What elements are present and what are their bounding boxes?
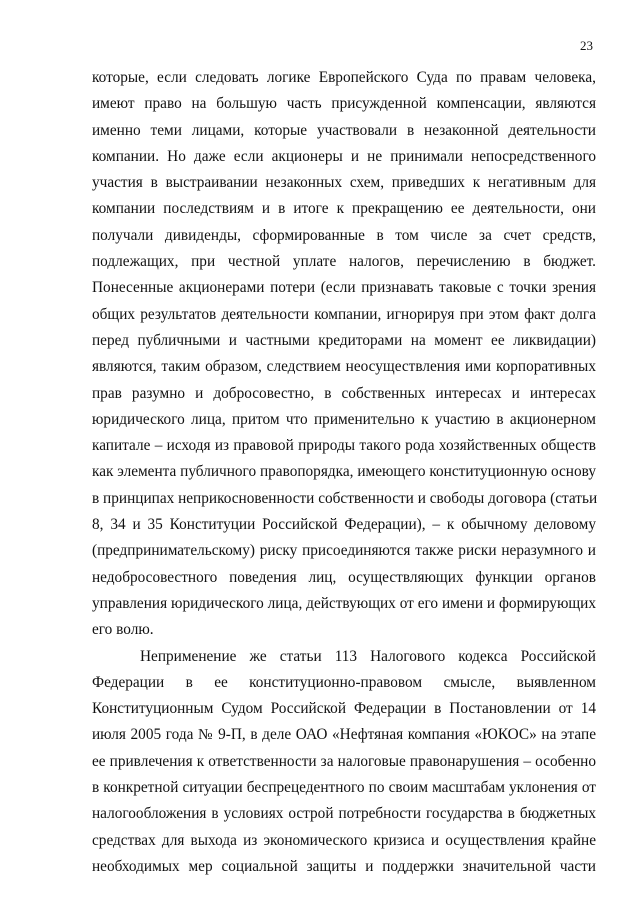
text-line: ее привлечения к ответственности за налоговые правонарушения – особенно xyxy=(92,752,596,770)
text-line: капитале – исходя из правовой природы такого рода хозяйственных обществ xyxy=(92,437,596,455)
text-line: его волю. xyxy=(92,621,154,639)
text-line: Неприменение же статьи 113 Налогового кодекса Российской xyxy=(140,647,596,665)
text-line: Конституционным Судом Российской Федерации в Постановлении от 14 xyxy=(92,700,596,718)
text-line: Федерации в ее конституционно-правовом смысле, выявленном xyxy=(92,673,596,691)
document-body xyxy=(92,65,596,880)
text-line: 8, 34 и 35 Конституции Российской Федерации), – к обычному деловому xyxy=(92,516,596,534)
text-line: имеют право на большую часть присужденной компенсации, являются xyxy=(92,95,596,113)
text-line: подлежащих, при честной уплате налогов, перечислению в бюджет. xyxy=(92,253,596,271)
text-line: прав разумно и добросовестно, в собственных интересах и интересах xyxy=(92,384,596,402)
text-line: как элемента публичного правопорядка, имеющего конституционную основу xyxy=(92,463,596,481)
text-line: получали дивиденды, сформированные в том числе за счет средств, xyxy=(92,226,596,244)
text-line: участия в выстраивании незаконных схем, приведших к негативным для xyxy=(92,174,596,192)
text-line: недобросовестного поведения лиц, осуществляющих функции органов xyxy=(92,568,596,586)
text-line: Понесенные акционерами потери (если признавать таковые с точки зрения xyxy=(92,279,596,297)
text-line: являются, таким образом, следствием неосуществления ими корпоративных xyxy=(92,358,596,376)
text-line: в конкретной ситуации беспрецедентного по своим масштабам уклонения от xyxy=(92,779,596,797)
text-line: управления юридического лица, действующих от его имени и формирующих xyxy=(92,594,596,612)
text-line: (предпринимательскому) риску присоединяются также риски неразумного и xyxy=(92,542,596,560)
text-line: компании. Но даже если акционеры и не принимали непосредственного xyxy=(92,147,596,165)
text-line: в принципах неприкосновенности собственности и свободы договора (статьи xyxy=(92,489,598,507)
text-line: налогообложения в условиях острой потребности государства в бюджетных xyxy=(92,805,596,823)
page-number: 23 xyxy=(580,38,593,53)
text-line: юридического лица, притом что применительно к участию в акционерном xyxy=(92,410,596,428)
text-line: компании последствиям и в итоге к прекращению ее деятельности, они xyxy=(92,200,596,218)
text-line: средствах для выхода из экономического кризиса и осуществления крайне xyxy=(92,831,596,849)
text-line: именно теми лицами, которые участвовали в незаконной деятельности xyxy=(92,121,596,139)
text-line: необходимых мер социальной защиты и поддержки значительной части xyxy=(92,857,596,875)
text-line: июля 2005 года № 9-П, в деле ОАО «Нефтяная компания «ЮКОС» на этапе xyxy=(92,726,596,744)
text-line: перед публичными и частными кредиторами на момент ее ликвидации) xyxy=(92,331,596,349)
text-line: общих результатов деятельности компании, игнорируя при этом факт долга xyxy=(92,305,596,323)
text-line: которые, если следовать логике Европейского Суда по правам человека, xyxy=(92,69,596,86)
